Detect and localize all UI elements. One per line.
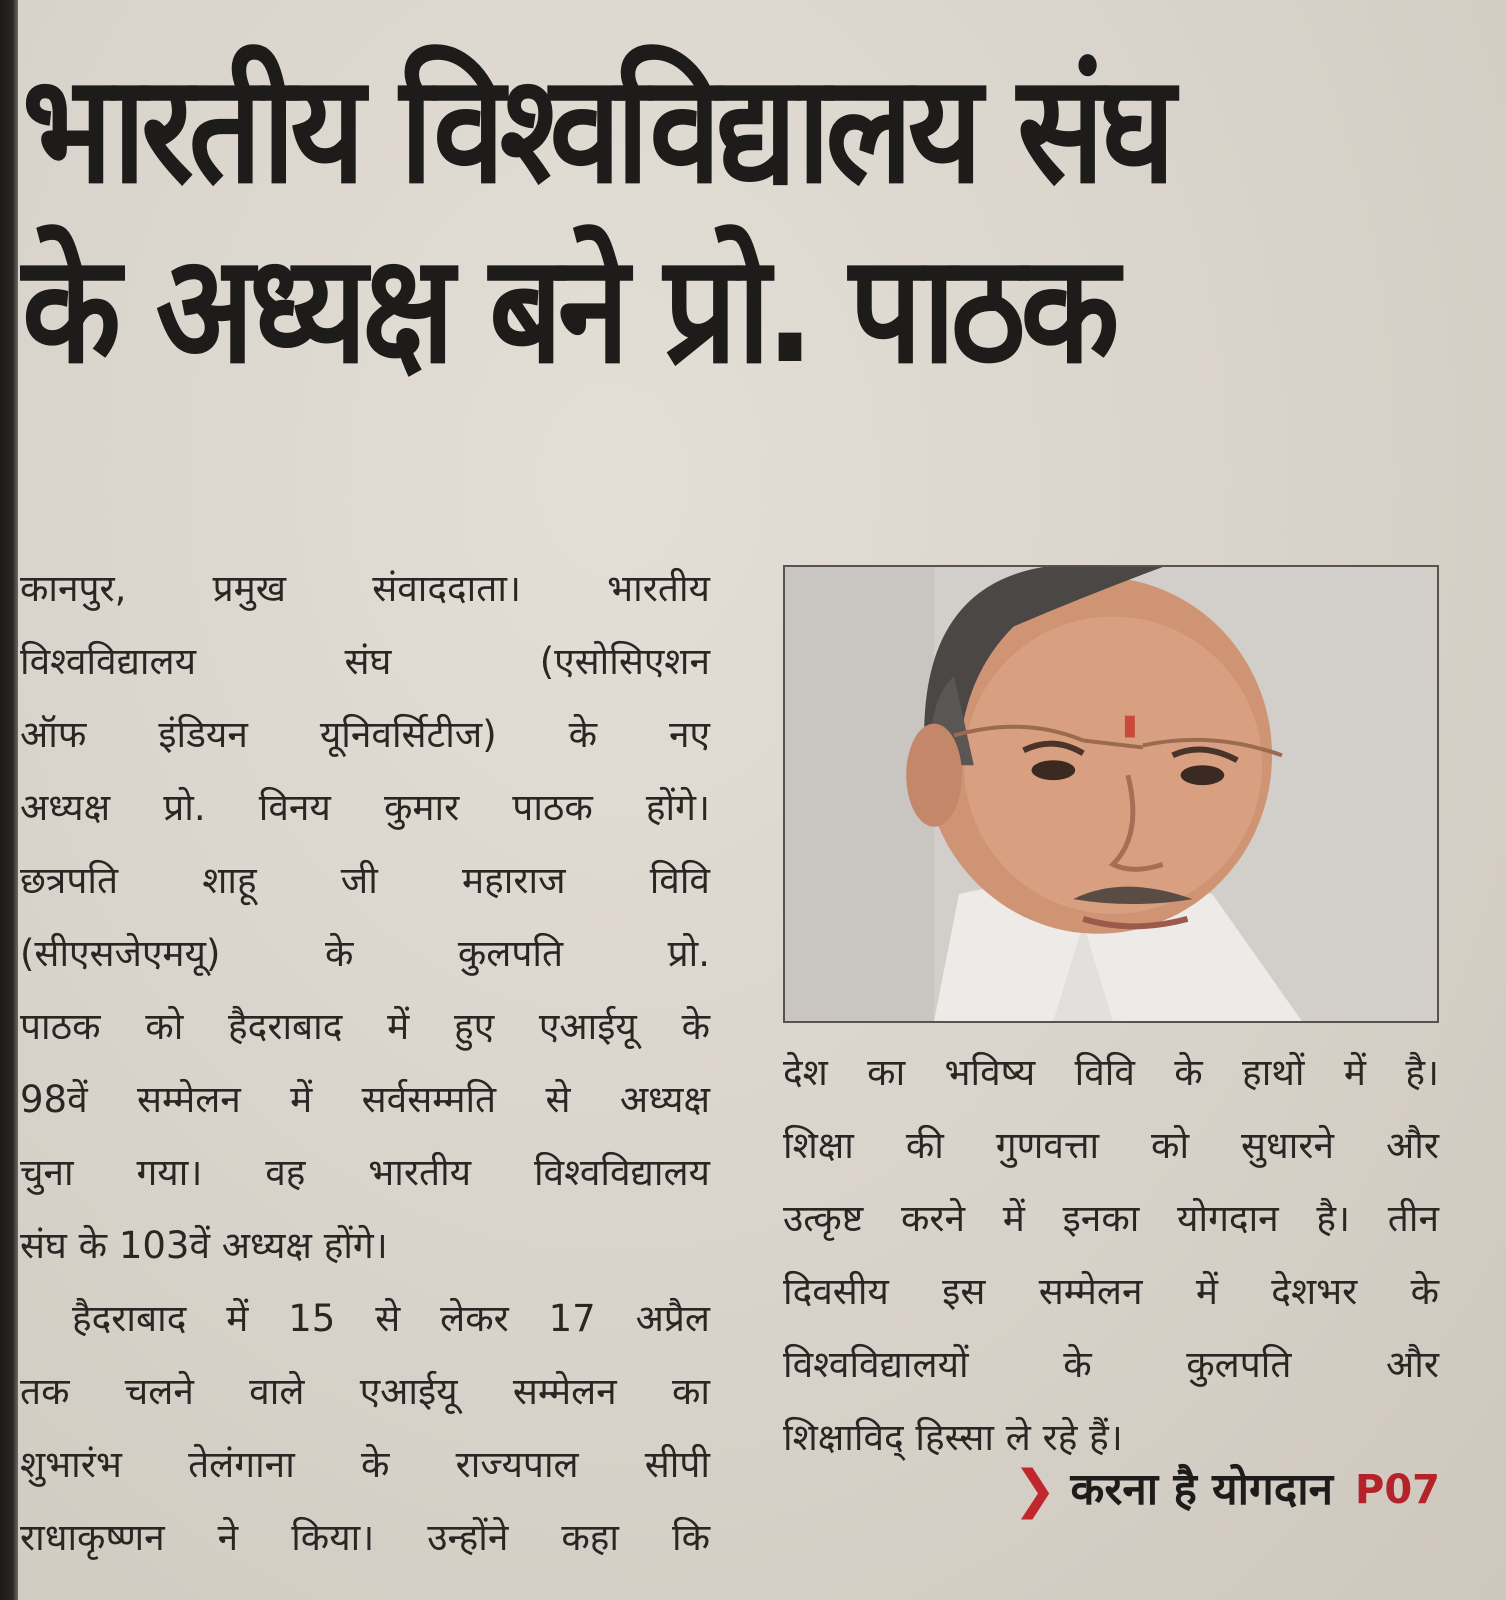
body-line: दिवसीय इस सम्मेलन में देशभर के bbox=[783, 1270, 1439, 1313]
body-line: कानपुर, प्रमुख संवाददाता। भारतीय bbox=[20, 567, 710, 610]
body-line: ऑफ इंडियन यूनिवर्सिटीज) के नए bbox=[20, 713, 710, 756]
portrait-illustration bbox=[785, 567, 1437, 1021]
headline-line-1: भारतीय विश्वविद्यालय संघ bbox=[22, 43, 1171, 217]
continuation-label: करना है योगदान bbox=[1070, 1464, 1334, 1515]
body-line: शिक्षा की गुणवत्ता को सुधारने और bbox=[783, 1124, 1439, 1167]
body-line: देश का भविष्य विवि के हाथों में है। bbox=[783, 1051, 1439, 1094]
headline bbox=[22, 40, 1286, 400]
headline-line-2: के अध्यक्ष बने प्रो. पाठक bbox=[22, 223, 1115, 397]
body-line: राधाकृष्णन ने किया। उन्होंने कहा कि bbox=[20, 1516, 710, 1559]
body-line: अध्यक्ष प्रो. विनय कुमार पाठक होंगे। bbox=[20, 786, 710, 829]
body-line: (सीएसजेएमयू) के कुलपति प्रो. bbox=[20, 932, 710, 975]
newspaper-page bbox=[18, 0, 1506, 1600]
body-line: शुभारंभ तेलंगाना के राज्यपाल सीपी bbox=[20, 1443, 710, 1486]
body-line: चुना गया। वह भारतीय विश्वविद्यालय bbox=[20, 1151, 710, 1194]
portrait-photo bbox=[783, 565, 1439, 1023]
body-line: हैदराबाद में 15 से लेकर 17 अप्रैल bbox=[72, 1297, 710, 1340]
article-body-left-column bbox=[20, 552, 710, 1574]
body-line: छत्रपति शाहू जी महाराज विवि bbox=[20, 859, 710, 902]
continuation-reference bbox=[928, 1460, 1440, 1520]
body-line: विश्वविद्यालय संघ (एसोसिएशन bbox=[20, 640, 710, 683]
page-binding-edge bbox=[0, 0, 18, 1600]
body-line: विश्वविद्यालयों के कुलपति और bbox=[783, 1343, 1439, 1386]
body-line: शिक्षाविद् हिस्सा ले रहे हैं। bbox=[783, 1416, 1123, 1459]
body-line: संघ के 103वें अध्यक्ष होंगे। bbox=[20, 1224, 388, 1267]
body-line: उत्कृष्ट करने में इनका योगदान है। तीन bbox=[783, 1197, 1439, 1240]
continuation-page-ref: P07 bbox=[1355, 1467, 1440, 1513]
body-line: पाठक को हैदराबाद में हुए एआईयू के bbox=[20, 1005, 710, 1048]
body-line: 98वें सम्मेलन में सर्वसम्मति से अध्यक्ष bbox=[20, 1078, 710, 1121]
article-body-right-column bbox=[783, 1036, 1439, 1474]
chevron-right-icon: ❯ bbox=[1012, 1460, 1057, 1520]
body-line: तक चलने वाले एआईयू सम्मेलन का bbox=[20, 1370, 710, 1413]
